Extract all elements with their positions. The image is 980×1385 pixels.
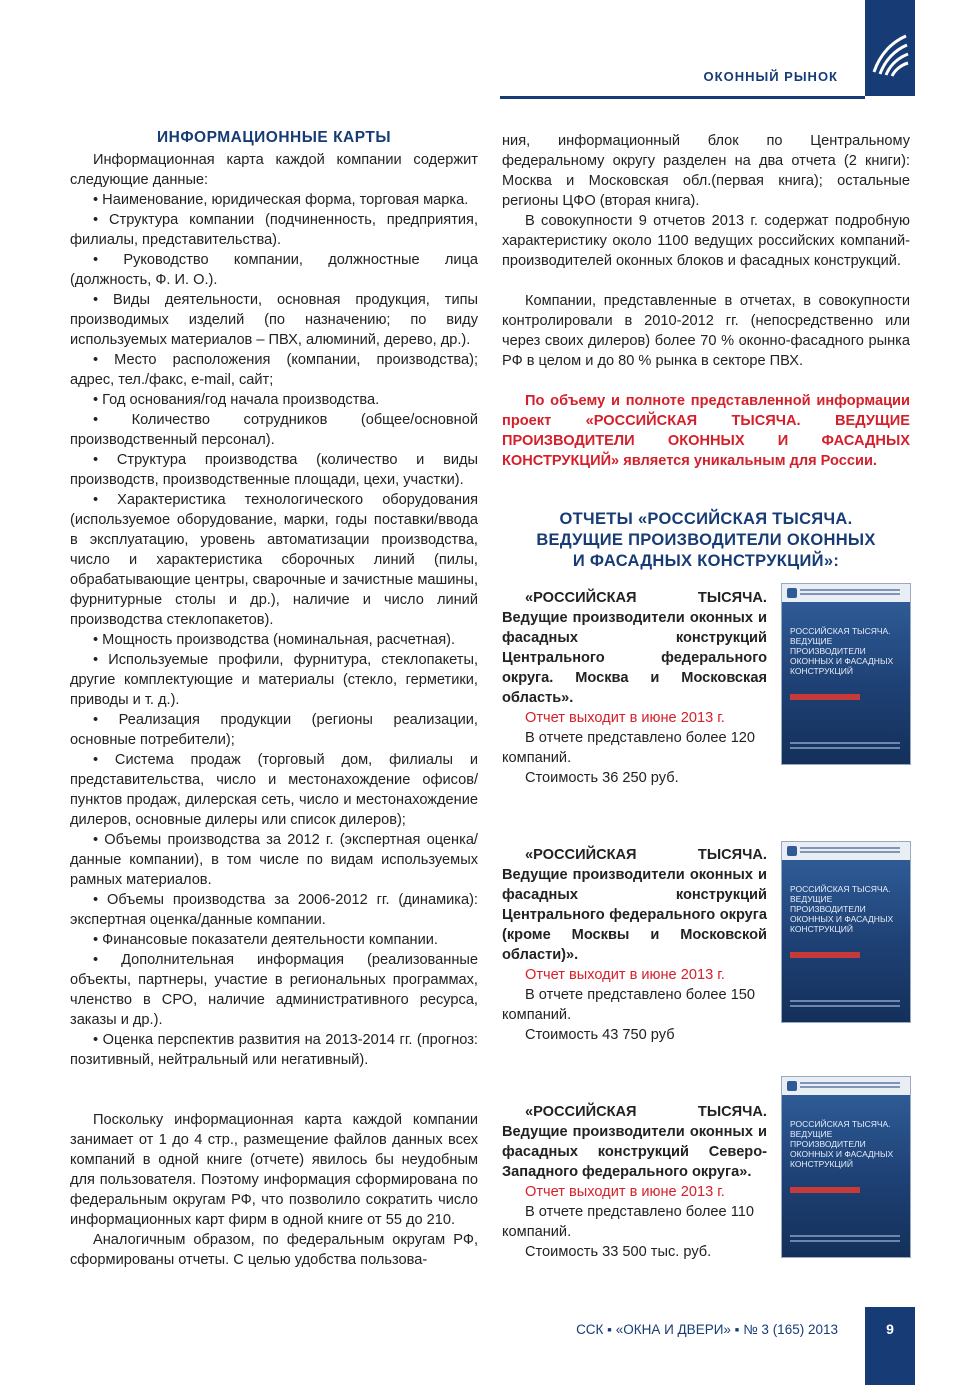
reports-heading-line: ВЕДУЩИЕ ПРОИЗВОДИТЕЛИ ОКОННЫХ: [536, 531, 876, 549]
reports-heading-line: ОТЧЕТЫ «РОССИЙСКАЯ ТЫСЯЧА.: [559, 510, 853, 528]
left-column: [70, 128, 478, 1270]
cover-logo-icon: [787, 588, 797, 598]
intro-paragraph: Информационная карта каждой компании содержит следующие данные:: [70, 152, 478, 188]
report-cover-image: [782, 1077, 910, 1257]
report-count: В отчете представлено более 120 компаний.: [502, 730, 756, 766]
cover-title: РОССИЙСКАЯ ТЫСЯЧА. ВЕДУЩИЕ ПРОИЗВОДИТЕЛИ ОКОННЫХ И ФАСАДНЫХ КОНСТРУКЦИЙ: [790, 1119, 894, 1169]
report-price: Стоимость 33 500 тыс. руб.: [525, 1244, 712, 1260]
cover-logo-icon: [787, 1081, 797, 1091]
list-item: • Оценка перспектив развития на 2013-2014 гг. (прогноз: позитивный, нейтральный или негативный).: [70, 1032, 478, 1068]
info-cards-heading: ИНФОРМАЦИОННЫЕ КАРТЫ: [156, 129, 392, 146]
report-cover-image: [782, 842, 910, 1022]
list-item: • Система продаж (торговый дом, филиалы и представительства, число и местонахождение офисов/пунктов продаж, дилерская сеть, число и местонахождение дилеров, основные дилеры или список дилеров);: [70, 752, 478, 828]
page-number-box: [865, 1307, 915, 1385]
report-release: Отчет выходит в июне 2013 г.: [525, 710, 725, 726]
list-item: • Наименование, юридическая форма, торговая марка.: [93, 192, 469, 208]
body-paragraph: Поскольку информационная карта каждой компании занимает от 1 до 4 стр., размещение файлов данных всех компаний в одной книге (отчете) явилось бы неудобным для пользователя. Поэтому информация сформирована по федеральным округам РФ, что позволило сократить число информационных карт фирм в одной книге от 55 до 210.: [70, 1112, 478, 1228]
report-release: Отчет выходит в июне 2013 г.: [525, 1184, 725, 1200]
reports-heading-line: И ФАСАДНЫХ КОНСТРУКЦИЙ»:: [572, 552, 840, 570]
report-entry: [502, 1102, 767, 1262]
list-item: • Характеристика технологического оборудования (используемое оборудование, марки, годы поставки/ввода в эксплуатацию, уровень автоматизации производства, число и характеристика сборочных линий (пилы, обрабатывающие центры, сварочные и зачистные машины, фурнитурные столы и др.), наличие и число линий производства стеклопакетов).: [70, 492, 478, 628]
list-item: • Виды деятельности, основная продукция, типы производимых изделий (по назначению; по виду используемых материалов – ПВХ, алюминий, дерево, др.).: [70, 292, 478, 348]
magazine-logo-icon: [870, 28, 910, 80]
list-item: • Место расположения (компании, производства); адрес, тел./факс, e-mail, сайт;: [70, 352, 478, 388]
body-paragraph: В совокупности 9 отчетов 2013 г. содержат подробную характеристику около 1100 ведущих российских компаний-производителей оконных блоков и фасадных конструкций.: [502, 213, 910, 269]
section-title: ОКОННЫЙ РЫНОК: [703, 69, 838, 84]
highlight-paragraph: По объему и полноте представленной информации проект «РОССИЙСКАЯ ТЫСЯЧА. ВЕДУЩИЕ ПРОИЗВОДИТЕЛИ ОКОННЫХ И ФАСАДНЫХ КОНСТРУКЦИЙ» является уникальным для России.: [502, 393, 910, 469]
cover-title: РОССИЙСКАЯ ТЫСЯЧА. ВЕДУЩИЕ ПРОИЗВОДИТЕЛИ ОКОННЫХ И ФАСАДНЫХ КОНСТРУКЦИЙ: [790, 626, 894, 676]
right-column: [502, 131, 910, 572]
list-item: • Структура компании (подчиненность, предприятия, филиалы, представительства).: [70, 212, 478, 248]
header-rule: [500, 96, 865, 99]
list-item: • Руководство компании, должностные лица (должность, Ф. И. О.).: [70, 252, 478, 288]
report-price: Стоимость 36 250 руб.: [525, 770, 679, 786]
list-item: • Мощность производства (номинальная, расчетная).: [93, 632, 456, 648]
body-paragraph: Компании, представленные в отчетах, в совокупности контролировали в 2010-2012 гг. (непосредственно или через своих дилеров) более 70 % оконно-фасадного рынка РФ в целом и до 80 % рынка в секторе ПВХ.: [502, 293, 910, 369]
list-item: • Финансовые показатели деятельности компании.: [93, 932, 438, 948]
list-item: • Дополнительная информация (реализованные объекты, партнеры, участие в региональных программах, членство в СРО, наличие административного ресурса, заказы и др.).: [70, 952, 478, 1028]
list-item: • Год основания/год начала производства.: [93, 392, 380, 408]
report-entry: [502, 845, 767, 1045]
list-item: • Структура производства (количество и виды производств, производственные площади, цехи, участки).: [70, 452, 478, 488]
page-number: 9: [886, 1321, 894, 1337]
cover-title: РОССИЙСКАЯ ТЫСЯЧА. ВЕДУЩИЕ ПРОИЗВОДИТЕЛИ ОКОННЫХ И ФАСАДНЫХ КОНСТРУКЦИЙ: [790, 884, 894, 934]
report-count: В отчете представлено более 150 компаний.: [502, 987, 756, 1023]
body-paragraph: ния, информационный блок по Центральному федеральному округу разделен на два отчета (2 книги): Москва и Московская обл.(первая книга); остальные регионы ЦФО (вторая книга).: [502, 133, 910, 209]
report-price: Стоимость 43 750 руб: [525, 1027, 675, 1043]
report-title: «РОССИЙСКАЯ ТЫСЯЧА. Ведущие производители оконных и фасадных конструкций Центрального федерального округа. Москва и Московская область».: [502, 590, 767, 706]
list-item: • Объемы производства за 2006-2012 гг. (динамика): экспертная оценка/данные компании.: [70, 892, 478, 928]
report-cover-image: [782, 584, 910, 764]
footer-issue: ССК ▪ «ОКНА И ДВЕРИ» ▪ № 3 (165) 2013: [576, 1322, 838, 1337]
reports-heading: [502, 509, 910, 572]
report-release: Отчет выходит в июне 2013 г.: [525, 967, 725, 983]
report-entry: [502, 588, 767, 788]
report-count: В отчете представлено более 110 компаний.: [502, 1204, 754, 1240]
list-item: • Объемы производства за 2012 г. (экспертная оценка/данные компании), в том числе по видам используемых рамных материалов.: [70, 832, 478, 888]
cover-logo-icon: [787, 846, 797, 856]
list-item: • Используемые профили, фурнитура, стеклопакеты, другие комплектующие и материалы (стекло, герметики, приводы и т. д.).: [70, 652, 478, 708]
report-title: «РОССИЙСКАЯ ТЫСЯЧА. Ведущие производители оконных и фасадных конструкций Центрального федерального округа (кроме Москвы и Московской области)».: [502, 847, 767, 963]
list-item: • Количество сотрудников (общее/основной производственный персонал).: [70, 412, 478, 448]
list-item: • Реализация продукции (регионы реализации, основные потребители);: [70, 712, 478, 748]
body-paragraph: Аналогичным образом, по федеральным округам РФ, сформированы отчеты. С целью удобства пользова-: [70, 1232, 478, 1268]
report-title: «РОССИЙСКАЯ ТЫСЯЧА. Ведущие производители оконных и фасадных конструкций Северо-Западного федерального округа».: [502, 1104, 767, 1180]
